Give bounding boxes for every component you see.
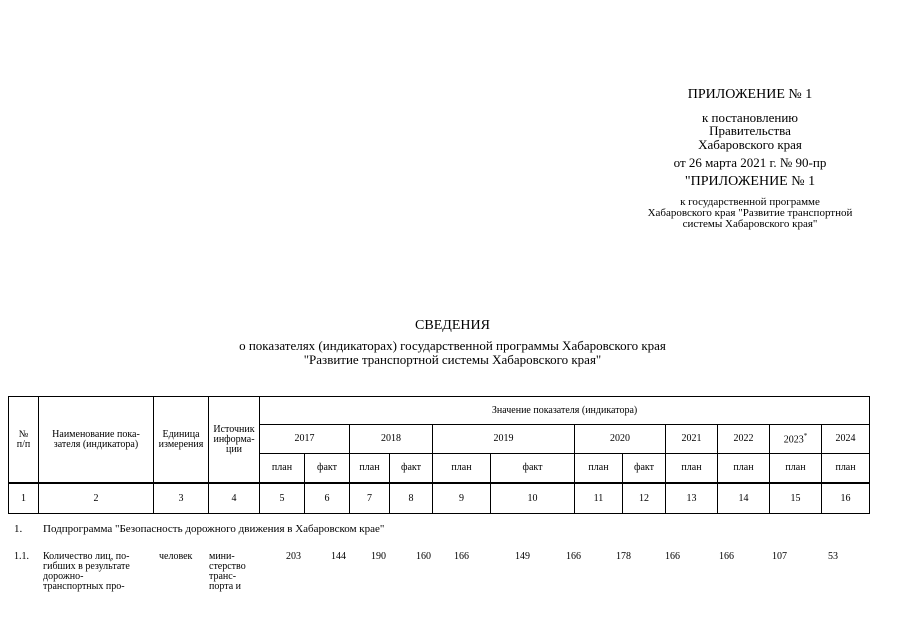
- title-main: СВЕДЕНИЯ: [415, 318, 490, 333]
- year-header: 2024: [822, 425, 870, 454]
- value-cell: 53: [828, 551, 838, 562]
- appendix-line: Правительства: [709, 123, 791, 139]
- title-sub-2: "Развитие транспортной системы Хабаровского края": [303, 351, 602, 367]
- col-number: 12: [623, 483, 666, 514]
- value-cell: 166: [665, 551, 680, 562]
- unit-cell: человек: [159, 551, 193, 562]
- title-sub-1: о показателях (индикаторах) государственной программы Хабаровского края: [239, 338, 666, 353]
- section-title: Подпрограмма "Безопасность дорожного движения в Хабаровском крае": [43, 523, 385, 535]
- plan-header: план: [770, 454, 822, 484]
- col-header-number: № п/п: [9, 397, 39, 484]
- year-header: 2018: [350, 425, 433, 454]
- footnote-mark: *: [803, 431, 808, 440]
- col-header-source: Источник информа- ции: [209, 397, 260, 484]
- col-number: 4: [209, 483, 260, 514]
- col-header-name: Наименование пока- зателя (индикатора): [39, 397, 154, 484]
- value-cell: 166: [719, 551, 734, 562]
- year-header: 2022: [718, 425, 770, 454]
- col-number: 14: [718, 483, 770, 514]
- col-number: 2: [39, 483, 154, 514]
- document-title: [0, 318, 905, 366]
- indicators-table-header: [8, 396, 870, 514]
- appendix-heading: ПРИЛОЖЕНИЕ № 1: [687, 87, 813, 102]
- fact-header: факт: [623, 454, 666, 484]
- col-number: 7: [350, 483, 390, 514]
- col-number: 3: [154, 483, 209, 514]
- value-cell: 166: [566, 551, 581, 562]
- col-number: 13: [666, 483, 718, 514]
- appendix-heading-2: "ПРИЛОЖЕНИЕ № 1: [684, 174, 816, 190]
- col-number: 5: [260, 483, 305, 514]
- col-header-value: Значение показателя (индикатора): [260, 397, 870, 425]
- col-number: 8: [390, 483, 433, 514]
- indicator-name: Количество лиц, по- гибших в результате дорожно- транспортных про-: [43, 551, 130, 592]
- plan-header: план: [666, 454, 718, 484]
- col-number: 1: [9, 483, 39, 514]
- value-cell: 149: [515, 551, 530, 562]
- plan-header: план: [350, 454, 390, 484]
- col-header-unit: Единица измерения: [154, 397, 209, 484]
- value-cell: 107: [772, 551, 787, 562]
- year-header: 2023*: [770, 425, 822, 454]
- appendix-program-line: системы Хабаровского края": [682, 217, 818, 230]
- plan-header: план: [718, 454, 770, 484]
- appendix-line: к постановлению: [701, 109, 799, 125]
- plan-header: план: [822, 454, 870, 484]
- year-header: 2020: [575, 425, 666, 454]
- fact-header: факт: [390, 454, 433, 484]
- col-number: 6: [305, 483, 350, 514]
- value-cell: 144: [331, 551, 346, 562]
- year-header: 2019: [433, 425, 575, 454]
- col-number: 9: [433, 483, 491, 514]
- row-number: 1.1.: [14, 551, 29, 562]
- source-cell: мини- стерство транс- порта и: [209, 551, 246, 592]
- fact-header: факт: [305, 454, 350, 484]
- plan-header: план: [575, 454, 623, 484]
- value-cell: 178: [616, 551, 631, 562]
- appendix-program-line: к государственной программе: [680, 195, 820, 208]
- value-cell: 166: [454, 551, 469, 562]
- year-header: 2017: [260, 425, 350, 454]
- year-header: 2021: [666, 425, 718, 454]
- appendix-block: [620, 88, 880, 230]
- appendix-date: от 26 марта 2021 г. № 90-пр: [673, 154, 827, 170]
- appendix-line: Хабаровского края: [698, 136, 802, 152]
- plan-header: план: [260, 454, 305, 484]
- col-number: 15: [770, 483, 822, 514]
- value-cell: 203: [286, 551, 301, 562]
- fact-header: факт: [491, 454, 575, 484]
- col-number: 11: [575, 483, 623, 514]
- col-number: 10: [491, 483, 575, 514]
- col-number: 16: [822, 483, 870, 514]
- value-cell: 190: [371, 551, 386, 562]
- section-number: 1.: [14, 523, 23, 535]
- appendix-program-line: Хабаровского края "Развитие транспортной: [647, 206, 853, 219]
- plan-header: план: [433, 454, 491, 484]
- value-cell: 160: [416, 551, 431, 562]
